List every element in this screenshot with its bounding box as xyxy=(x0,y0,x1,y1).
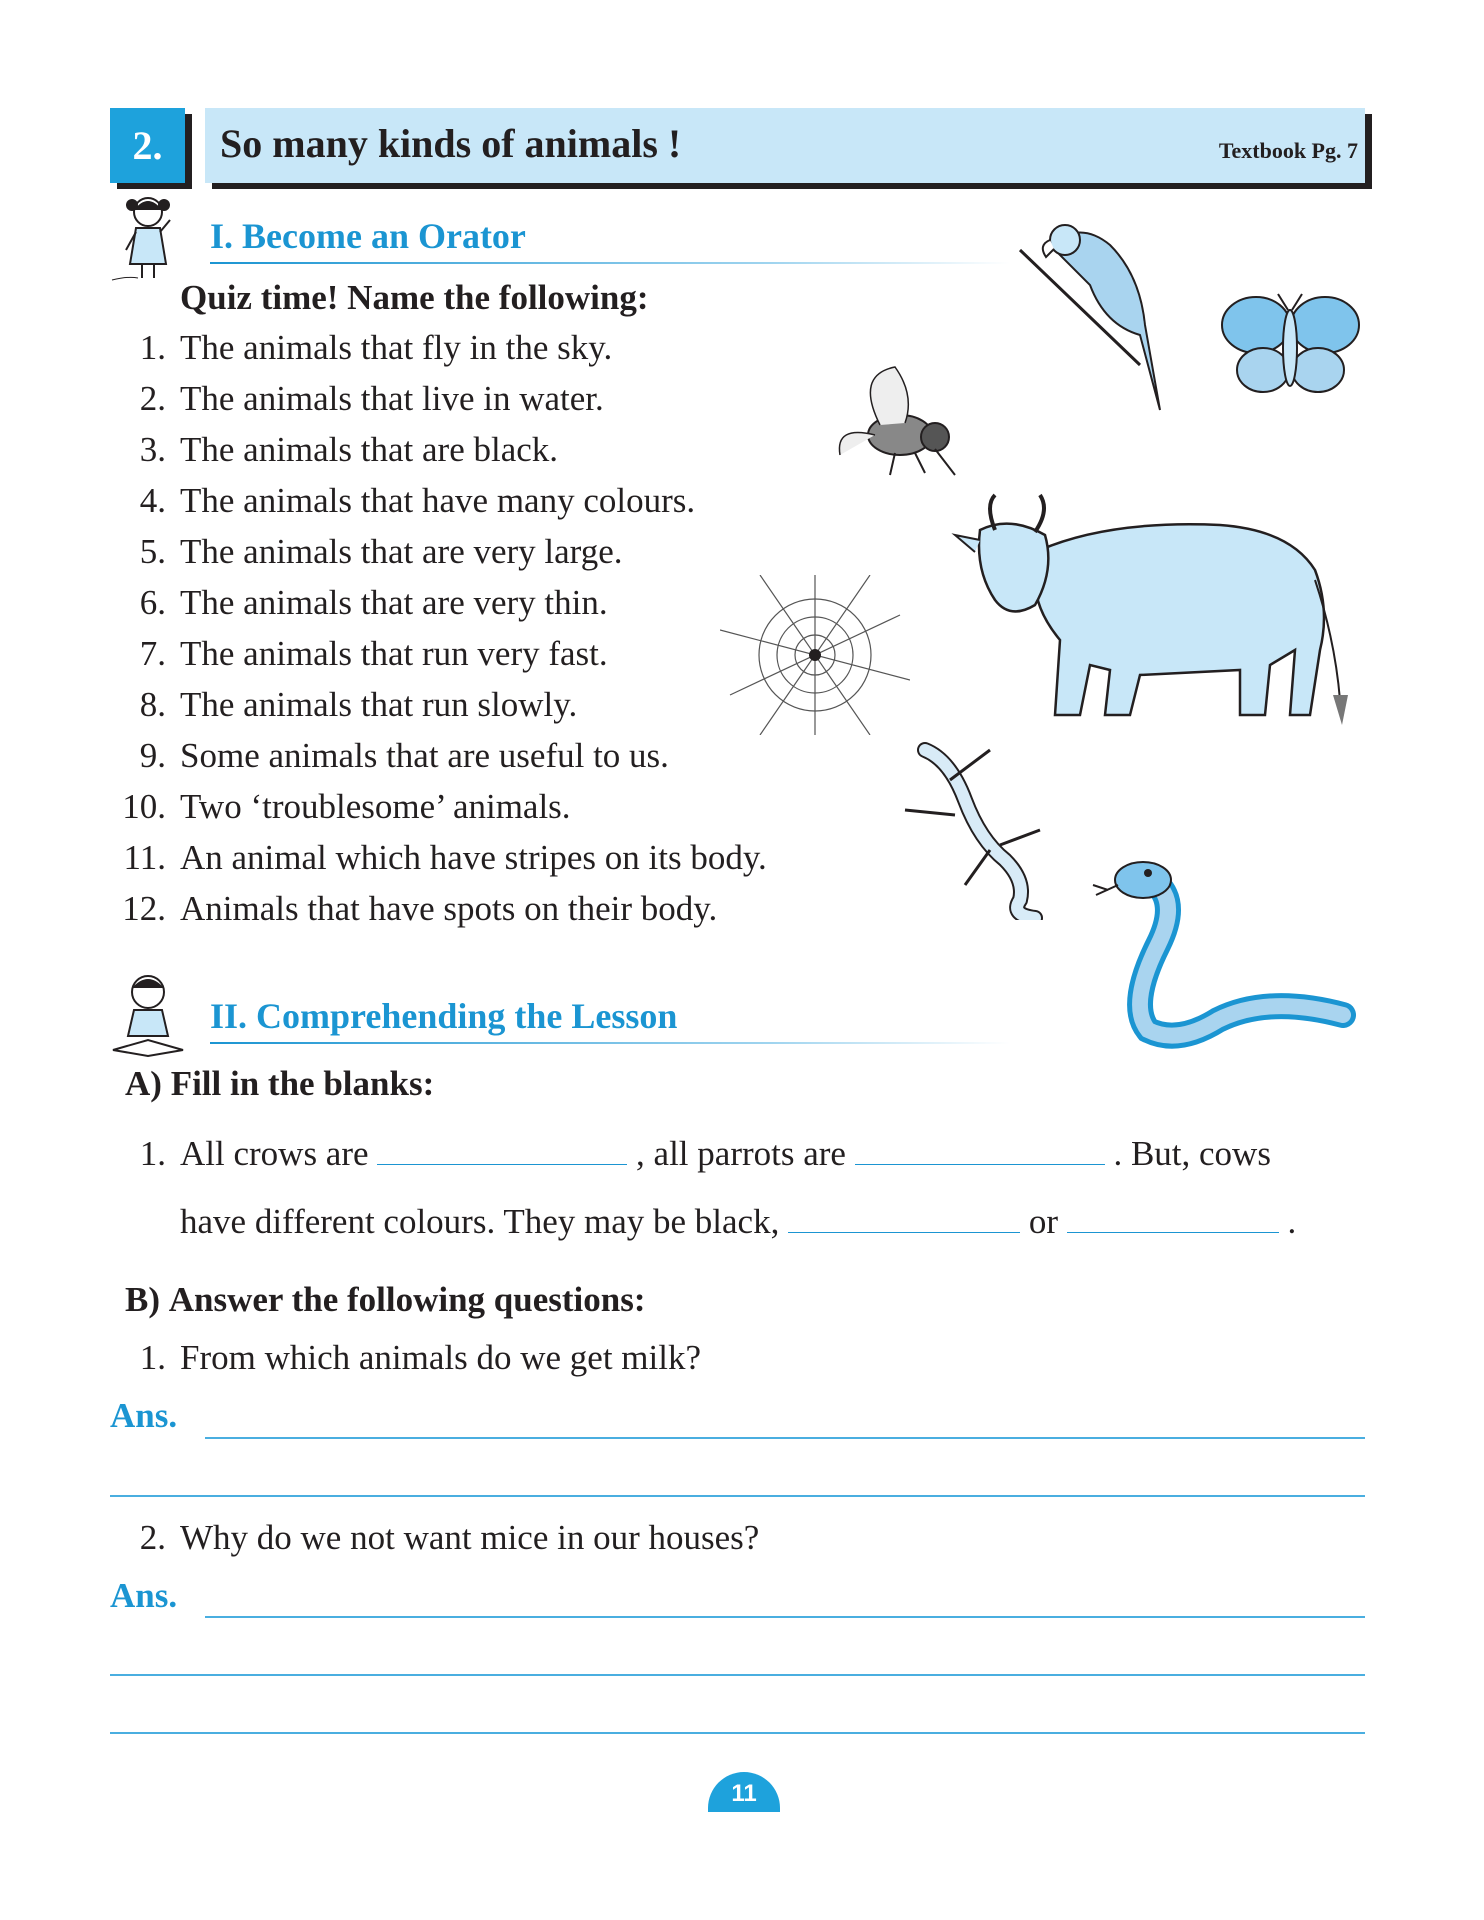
housefly-icon xyxy=(835,365,965,480)
list-item: 5. The animals that are very large. xyxy=(139,532,623,571)
section-2-underline xyxy=(210,1042,1010,1044)
list-item: 3. The animals that are black. xyxy=(139,430,559,469)
answer-line-1a[interactable] xyxy=(205,1437,1365,1439)
part-b-heading: B) Answer the following questions: xyxy=(125,1280,646,1319)
blank-cow-colour-2[interactable] xyxy=(1067,1202,1279,1233)
list-item: 2. The animals that live in water. xyxy=(139,379,604,418)
list-item: 12. Animals that have spots on their body. xyxy=(122,889,718,928)
section-1-underline xyxy=(210,262,1010,264)
list-item: 10. Two ‘troublesome’ animals. xyxy=(122,787,571,826)
textbook-reference: Textbook Pg. 7 xyxy=(1218,138,1358,163)
section-1-heading: I. Become an Orator xyxy=(210,216,526,256)
list-item: 4. The animals that have many colours. xyxy=(139,481,696,520)
lizard-icon xyxy=(895,740,1055,920)
orator-girl-icon xyxy=(108,190,188,285)
parrot-icon xyxy=(1010,215,1170,415)
butterfly-icon xyxy=(1218,290,1363,400)
page-number: 11 xyxy=(708,1772,780,1812)
list-item: 9. Some animals that are useful to us. xyxy=(139,736,669,775)
section-2-heading: II. Comprehending the Lesson xyxy=(210,996,678,1036)
list-item: 11. An animal which have stripes on its body. xyxy=(123,838,767,877)
answer-line-1b[interactable] xyxy=(110,1495,1365,1497)
answer-label-1: Ans. xyxy=(110,1396,178,1435)
question-2: 2. Why do we not want mice in our houses? xyxy=(139,1518,760,1557)
cow-icon xyxy=(940,490,1350,745)
blank-crows[interactable] xyxy=(377,1134,627,1165)
snake-icon xyxy=(1088,845,1358,1050)
spider-web-icon xyxy=(720,575,910,735)
reading-boy-icon xyxy=(108,970,188,1060)
blank-cow-colour-1[interactable] xyxy=(788,1202,1020,1233)
chapter-number: 2. xyxy=(110,108,185,183)
blank-parrots[interactable] xyxy=(855,1134,1105,1165)
list-item: 8. The animals that run slowly. xyxy=(139,685,578,724)
answer-line-2c[interactable] xyxy=(110,1732,1365,1734)
fill-blank-line-1: 1. All crows are , all parrots are . But, cows xyxy=(139,1134,1271,1173)
question-1: 1. From which animals do we get milk? xyxy=(139,1338,702,1377)
quiz-question-list xyxy=(100,322,767,934)
quiz-instruction: Quiz time! Name the following: xyxy=(180,278,649,317)
list-item: 7. The animals that run very fast. xyxy=(139,634,608,673)
part-a-heading: A) Fill in the blanks: xyxy=(125,1064,435,1103)
answer-label-2: Ans. xyxy=(110,1576,178,1615)
list-item: 1. The animals that fly in the sky. xyxy=(139,328,613,367)
list-item: 6. The animals that are very thin. xyxy=(139,583,608,622)
chapter-title: So many kinds of animals ! xyxy=(220,121,682,166)
fill-blank-line-2: have different colours. They may be black, or . xyxy=(180,1202,1297,1241)
answer-line-2a[interactable] xyxy=(205,1616,1365,1618)
answer-line-2b[interactable] xyxy=(110,1674,1365,1676)
